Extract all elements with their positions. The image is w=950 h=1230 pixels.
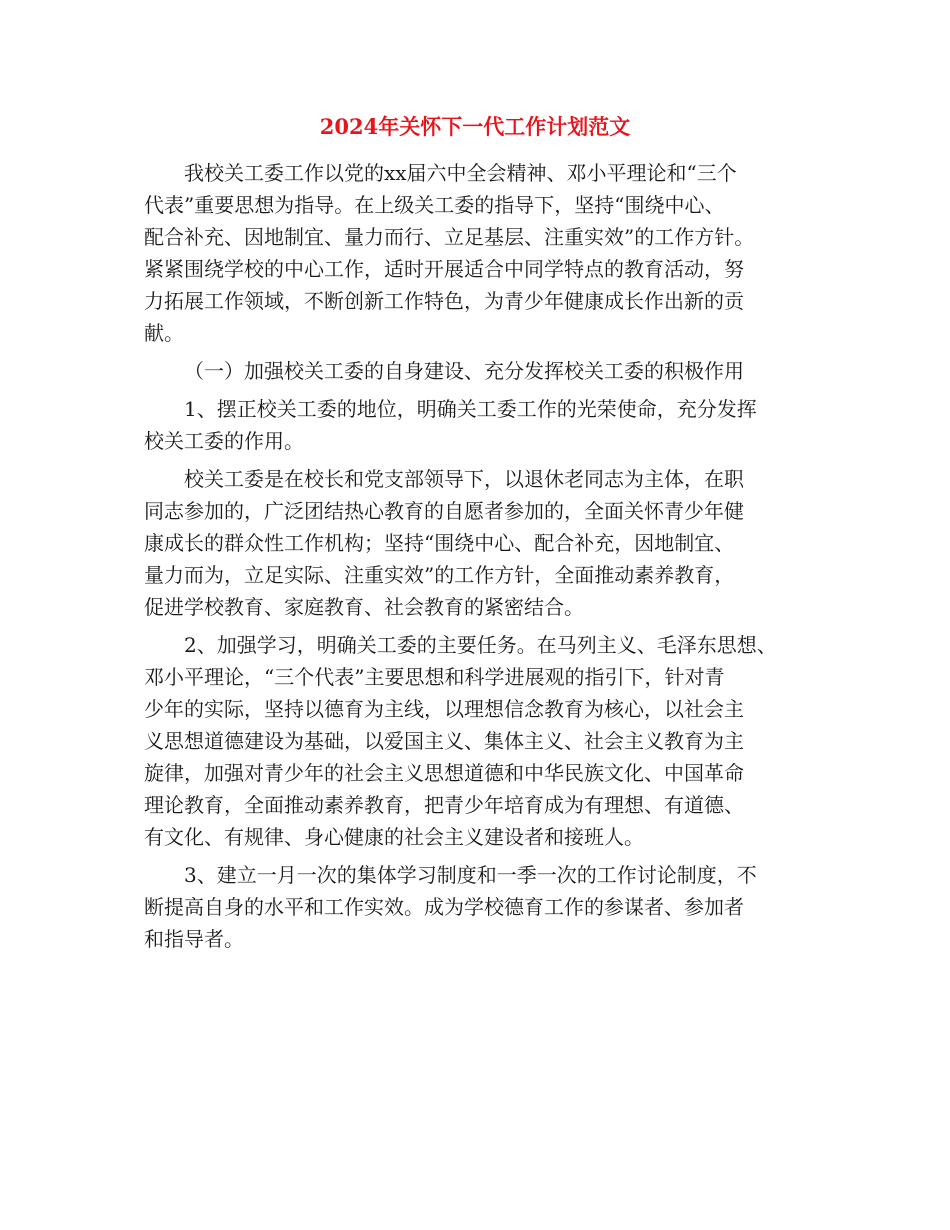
- text-line: 紧紧围绕学校的中心工作，适时开展适合中同学特点的教育活动，努: [144, 257, 744, 281]
- text-line: 1、摆正校关工委的地位，明确关工委工作的光荣使命，充分发挥: [184, 397, 757, 421]
- text-line: 有文化、有规律、身心健康的社会主义建设者和接班人。: [144, 825, 644, 849]
- text-line: 促进学校教育、家庭教育、社会教育的紧密结合。: [144, 595, 584, 619]
- text-line: 旋律，加强对青少年的社会主义思想道德和中华民族文化、中国革命: [144, 761, 744, 785]
- text-line: 邓小平理论，“三个代表”主要思想和科学进展观的指引下，针对青: [144, 665, 725, 689]
- text-line: 代表”重要思想为指导。在上级关工委的指导下，坚持“围绕中心、: [144, 193, 725, 217]
- text-line: 和指导者。: [144, 927, 244, 951]
- text-line: 配合补充、因地制宜、量力而行、立足基层、注重实效”的工作方针。: [144, 225, 755, 249]
- text-line: 同志参加的，广泛团结热心教育的自愿者参加的，全面关怀青少年健: [144, 499, 744, 523]
- text-line: 献。: [144, 321, 184, 345]
- text-line: 2、加强学习，明确关工委的主要任务。在马列主义、毛泽东思想、: [184, 633, 777, 657]
- text-line: 校关工委的作用。: [144, 429, 304, 453]
- text-line: 3、建立一月一次的集体学习制度和一季一次的工作讨论制度，不: [184, 863, 757, 887]
- section-heading: （一）加强校关工委的自身建设、充分发挥校关工委的积极作用: [184, 359, 744, 383]
- text-line: 我校关工委工作以党的xx届六中全会精神、邓小平理论和“三个: [184, 161, 737, 185]
- text-line: 义思想道德建设为基础，以爱国主义、集体主义、社会主义教育为主: [144, 729, 744, 753]
- document-title: 2024年关怀下一代工作计划范文: [319, 114, 631, 139]
- text-line: 少年的实际，坚持以德育为主线，以理想信念教育为核心，以社会主: [144, 697, 744, 721]
- text-line: 力拓展工作领域，不断创新工作特色，为青少年健康成长作出新的贡: [144, 289, 744, 313]
- text-line: 康成长的群众性工作机构；坚持“围绕中心、配合补充，因地制宜、: [144, 531, 735, 555]
- text-line: 校关工委是在校长和党支部领导下，以退休老同志为主体，在职: [184, 467, 744, 491]
- text-line: 量力而为，立足实际、注重实效”的工作方针，全面推动素养教育，: [144, 563, 735, 587]
- text-line: 理论教育，全面推动素养教育，把青少年培育成为有理想、有道德、: [144, 793, 744, 817]
- text-line: 断提高自身的水平和工作实效。成为学校德育工作的参谋者、参加者: [144, 895, 744, 919]
- document-body: [144, 157, 820, 955]
